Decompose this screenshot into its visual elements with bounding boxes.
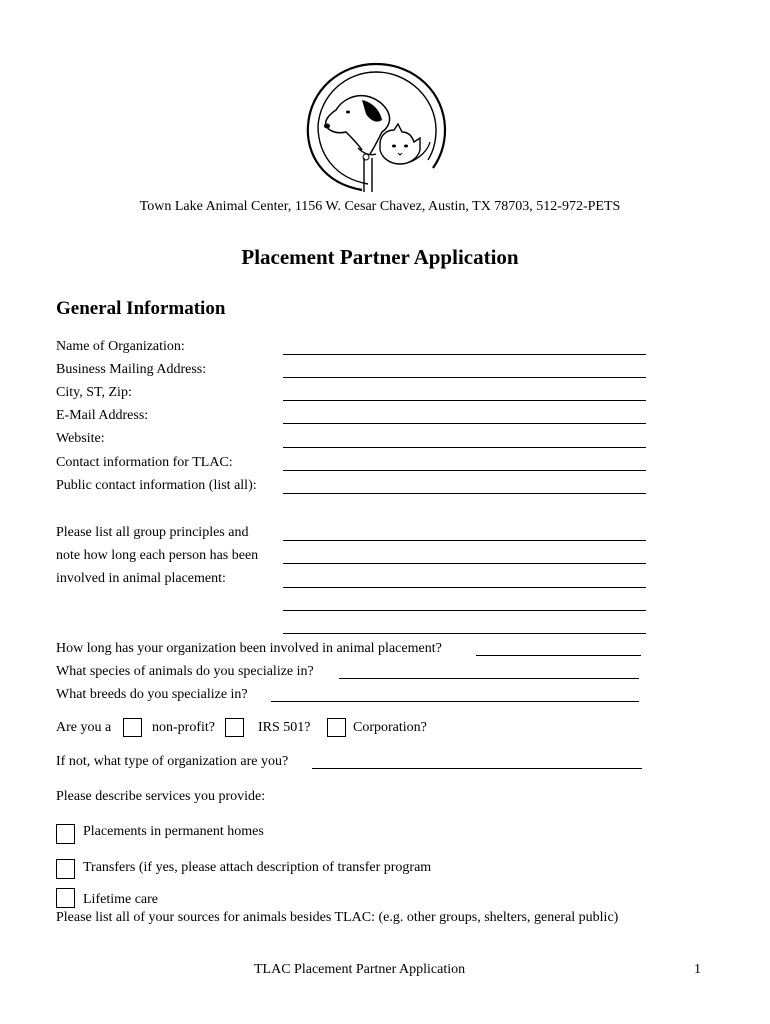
- transfers-checkbox[interactable]: [56, 859, 75, 879]
- city-st-zip-input-line[interactable]: [283, 400, 646, 401]
- corporation-checkbox[interactable]: [327, 718, 346, 737]
- section-heading: General Information: [56, 298, 226, 319]
- irs-501-checkbox[interactable]: [225, 718, 244, 737]
- email-input-line[interactable]: [283, 423, 646, 424]
- question-how-long: How long has your organization been involved in animal placement?: [56, 641, 442, 656]
- nonprofit-label: non-profit?: [152, 720, 215, 735]
- question-describe-services: Please describe services you provide:: [56, 789, 266, 804]
- field-label-email: E-Mail Address:: [56, 408, 149, 423]
- website-input-line[interactable]: [283, 447, 646, 448]
- how-long-input-line[interactable]: [476, 655, 641, 656]
- field-label-organization: Name of Organization:: [56, 339, 185, 354]
- principles-input-line[interactable]: [283, 633, 646, 634]
- irs-501-label: IRS 501?: [258, 720, 311, 735]
- principles-input-line[interactable]: [283, 587, 646, 588]
- breeds-input-line[interactable]: [271, 701, 639, 702]
- corporation-label: Corporation?: [353, 720, 427, 735]
- question-are-you: Are you a: [56, 720, 112, 735]
- permanent-homes-checkbox[interactable]: [56, 824, 75, 844]
- question-species: What species of animals do you specialize in?: [56, 664, 314, 679]
- question-breeds: What breeds do you specialize in?: [56, 687, 248, 702]
- page-title: Placement Partner Application: [241, 245, 519, 269]
- dog-and-cat-logo: [300, 58, 450, 198]
- field-label-contact-tlac: Contact information for TLAC:: [56, 455, 233, 470]
- page-number: 1: [694, 962, 701, 977]
- field-label-website: Website:: [56, 431, 105, 446]
- sources-prompt: Please list all of your sources for animals besides TLAC: (e.g. other groups, shelters, general public): [56, 910, 619, 925]
- principles-label-line-2: note how long each person has been: [56, 548, 259, 563]
- service-lifetime-care: Lifetime care: [83, 892, 159, 907]
- principles-label-line-1: Please list all group principles and: [56, 525, 249, 540]
- service-permanent-homes: Placements in permanent homes: [83, 824, 264, 839]
- organization-address: Town Lake Animal Center, 1156 W. Cesar Chavez, Austin, TX 78703, 512-972-PETS: [139, 199, 621, 214]
- principles-input-line[interactable]: [283, 540, 646, 541]
- species-input-line[interactable]: [339, 678, 639, 679]
- field-label-public-contact: Public contact information (list all):: [56, 478, 257, 493]
- principles-label-line-3: involved in animal placement:: [56, 571, 226, 586]
- nonprofit-checkbox[interactable]: [123, 718, 142, 737]
- service-transfers: Transfers (if yes, please attach description of transfer program: [83, 860, 432, 875]
- lifetime-care-checkbox[interactable]: [56, 888, 75, 908]
- principles-input-line[interactable]: [283, 563, 646, 564]
- organization-type-input-line[interactable]: [312, 768, 642, 769]
- contact-tlac-input-line[interactable]: [283, 470, 646, 471]
- field-label-mailing-address: Business Mailing Address:: [56, 362, 207, 377]
- question-if-not: If not, what type of organization are you?: [56, 754, 289, 769]
- public-contact-input-line[interactable]: [283, 493, 646, 494]
- footer-title: TLAC Placement Partner Application: [254, 962, 466, 977]
- mailing-address-input-line[interactable]: [283, 377, 646, 378]
- organization-input-line[interactable]: [283, 354, 646, 355]
- field-label-city-st-zip: City, ST, Zip:: [56, 385, 132, 400]
- principles-input-line[interactable]: [283, 610, 646, 611]
